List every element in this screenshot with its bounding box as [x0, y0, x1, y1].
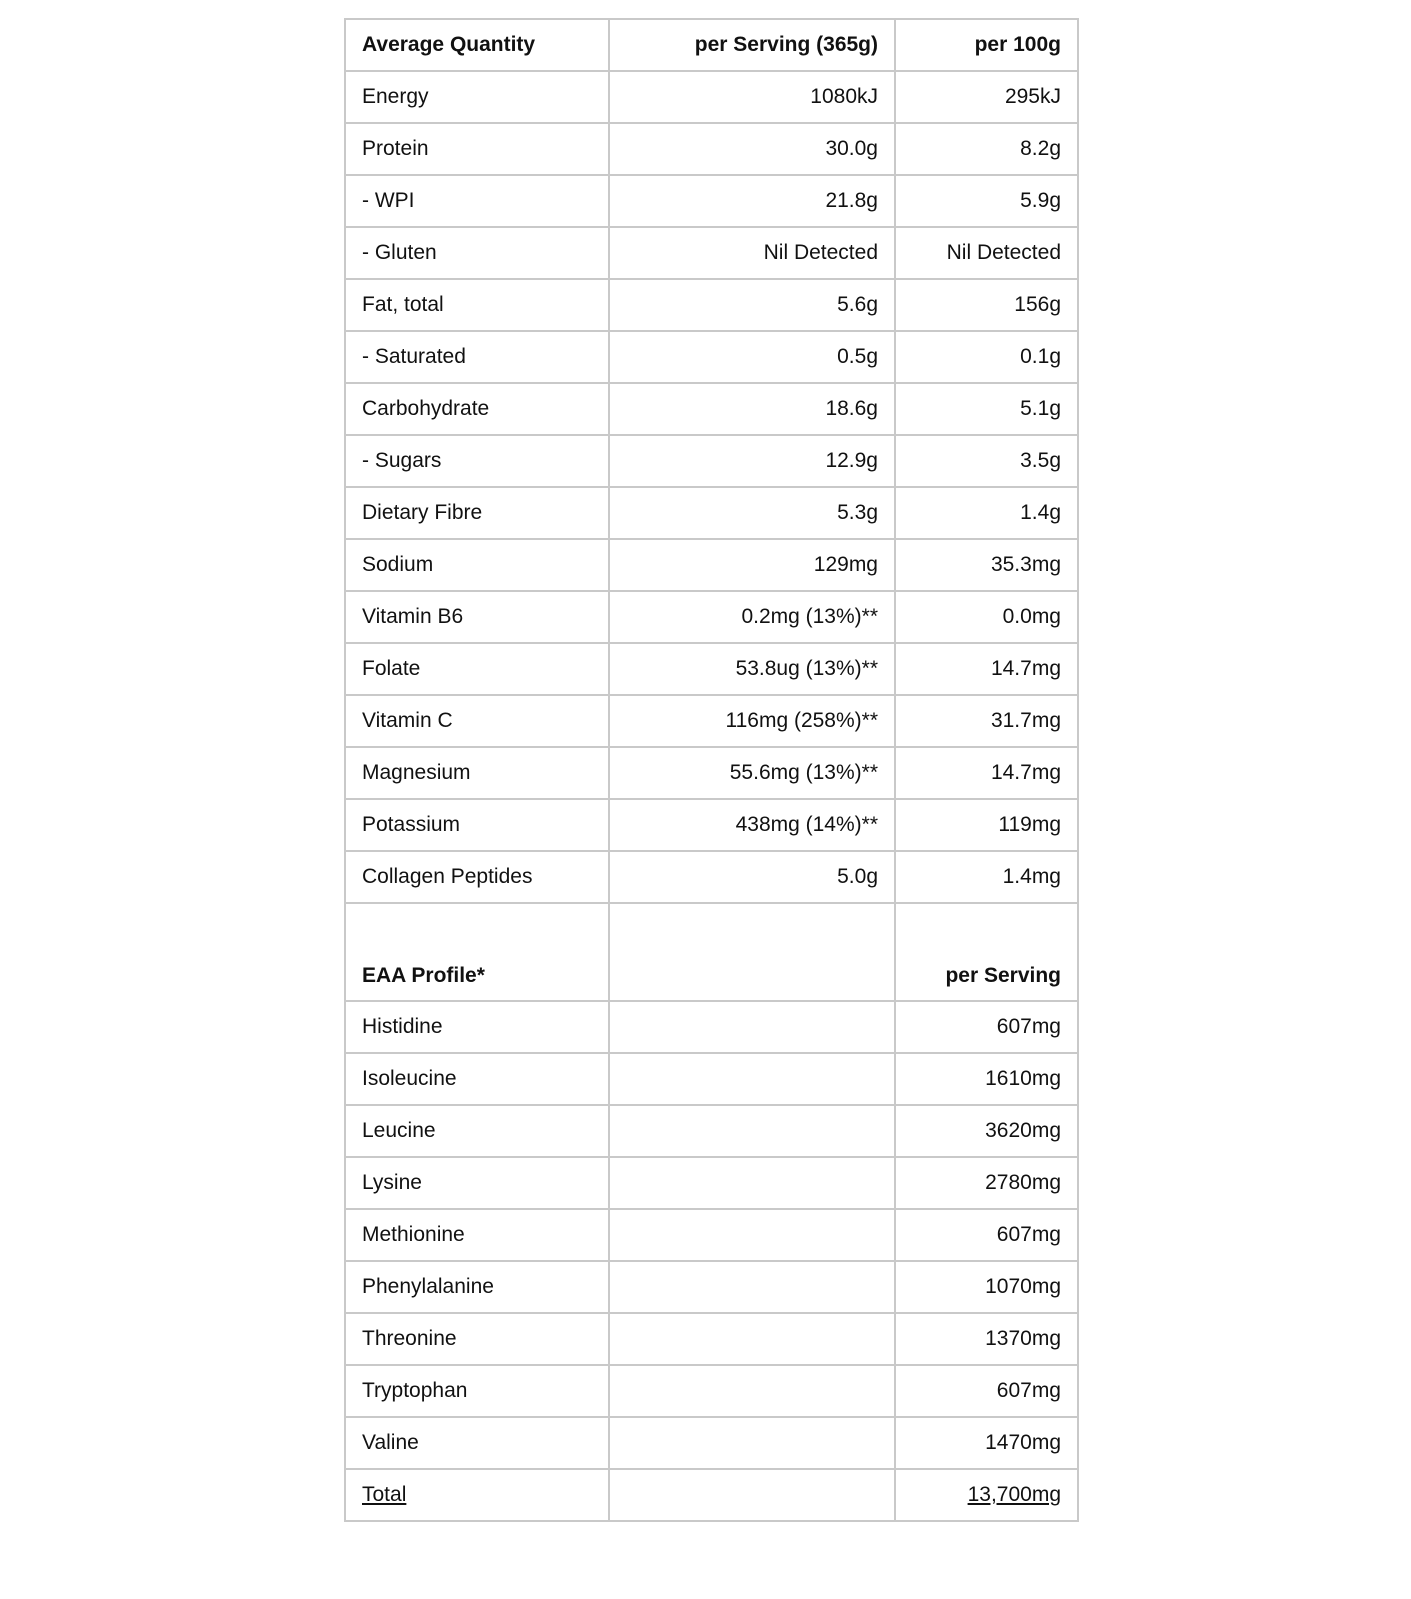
nutrient-row [345, 279, 1078, 331]
nutrient-per-100g: 156g [895, 279, 1078, 331]
eaa-empty-cell [609, 1157, 895, 1209]
eaa-row [345, 1261, 1078, 1313]
nutrient-per-serving: 5.3g [609, 487, 895, 539]
eaa-row [345, 1053, 1078, 1105]
nutrient-per-100g: 295kJ [895, 71, 1078, 123]
nutrient-row [345, 487, 1078, 539]
nutrient-per-serving: 5.6g [609, 279, 895, 331]
amino-acid-name: Histidine [345, 1001, 609, 1053]
amino-acid-per-serving: 607mg [895, 1209, 1078, 1261]
header-per-serving: per Serving (365g) [609, 19, 895, 71]
amino-acid-name: Lysine [345, 1157, 609, 1209]
nutrient-per-serving: 0.2mg (13%)** [609, 591, 895, 643]
nutrient-row [345, 643, 1078, 695]
nutrient-per-100g: 5.1g [895, 383, 1078, 435]
nutrition-table [344, 18, 1079, 1522]
eaa-empty-cell [609, 1365, 895, 1417]
eaa-row [345, 1209, 1078, 1261]
nutrient-name: Protein [345, 123, 609, 175]
amino-acid-name: Leucine [345, 1105, 609, 1157]
eaa-empty-cell [609, 1261, 895, 1313]
amino-acid-name: Valine [345, 1417, 609, 1469]
amino-acid-per-serving: 607mg [895, 1001, 1078, 1053]
nutrient-per-serving: 12.9g [609, 435, 895, 487]
eaa-row [345, 1001, 1078, 1053]
amino-acid-name: Threonine [345, 1313, 609, 1365]
nutrient-name: - Sugars [345, 435, 609, 487]
nutrient-per-serving: Nil Detected [609, 227, 895, 279]
nutrient-name: Folate [345, 643, 609, 695]
nutrient-per-100g: 1.4g [895, 487, 1078, 539]
amino-acid-per-serving: 3620mg [895, 1105, 1078, 1157]
total-value-cell [895, 1469, 1078, 1521]
nutrient-row [345, 799, 1078, 851]
amino-acid-name: Phenylalanine [345, 1261, 609, 1313]
nutrient-row [345, 591, 1078, 643]
nutrient-per-serving: 129mg [609, 539, 895, 591]
nutrient-per-100g: 8.2g [895, 123, 1078, 175]
nutrient-row [345, 331, 1078, 383]
nutrient-per-serving: 0.5g [609, 331, 895, 383]
nutrient-name: Magnesium [345, 747, 609, 799]
amino-acid-name: Tryptophan [345, 1365, 609, 1417]
nutrient-row [345, 383, 1078, 435]
nutrient-name: Fat, total [345, 279, 609, 331]
amino-acid-per-serving: 607mg [895, 1365, 1078, 1417]
nutrient-per-100g: 119mg [895, 799, 1078, 851]
amino-acid-name: Methionine [345, 1209, 609, 1261]
header-average-quantity: Average Quantity [345, 19, 609, 71]
nutrient-per-100g: 3.5g [895, 435, 1078, 487]
nutrient-row [345, 123, 1078, 175]
nutrient-name: - Saturated [345, 331, 609, 383]
nutrient-name: Collagen Peptides [345, 851, 609, 903]
eaa-row [345, 1365, 1078, 1417]
eaa-empty-cell [609, 1417, 895, 1469]
nutrient-per-100g: 31.7mg [895, 695, 1078, 747]
nutrient-per-100g: 0.1g [895, 331, 1078, 383]
nutrient-per-serving: 30.0g [609, 123, 895, 175]
nutrient-name: Sodium [345, 539, 609, 591]
eaa-row [345, 1157, 1078, 1209]
nutrient-row [345, 435, 1078, 487]
eaa-empty-cell [609, 1105, 895, 1157]
nutrient-per-serving: 5.0g [609, 851, 895, 903]
eaa-empty-cell [609, 903, 895, 1001]
total-value: 13,700mg [967, 1483, 1061, 1506]
nutrient-per-100g: 5.9g [895, 175, 1078, 227]
eaa-section-header-row [345, 903, 1078, 1001]
nutrient-per-serving: 55.6mg (13%)** [609, 747, 895, 799]
eaa-profile-heading: EAA Profile* [345, 903, 609, 1001]
eaa-per-serving-heading: per Serving [895, 903, 1078, 1001]
nutrient-per-serving: 18.6g [609, 383, 895, 435]
nutrient-name: - WPI [345, 175, 609, 227]
nutrient-row [345, 747, 1078, 799]
nutrient-name: Energy [345, 71, 609, 123]
nutrient-row [345, 227, 1078, 279]
amino-acid-name: Isoleucine [345, 1053, 609, 1105]
nutrient-per-100g: 35.3mg [895, 539, 1078, 591]
nutrient-name: - Gluten [345, 227, 609, 279]
eaa-row [345, 1313, 1078, 1365]
eaa-empty-cell [609, 1209, 895, 1261]
table-header-row [345, 19, 1078, 71]
nutrient-per-serving: 1080kJ [609, 71, 895, 123]
nutrient-per-100g: 1.4mg [895, 851, 1078, 903]
nutrient-name: Dietary Fibre [345, 487, 609, 539]
nutrient-row [345, 851, 1078, 903]
amino-acid-per-serving: 2780mg [895, 1157, 1078, 1209]
nutrient-row [345, 175, 1078, 227]
nutrient-row [345, 695, 1078, 747]
nutrient-per-100g: Nil Detected [895, 227, 1078, 279]
eaa-empty-cell [609, 1001, 895, 1053]
nutrient-per-100g: 14.7mg [895, 643, 1078, 695]
nutrition-table-body [345, 19, 1078, 1521]
nutrient-row [345, 71, 1078, 123]
amino-acid-per-serving: 1610mg [895, 1053, 1078, 1105]
nutrient-per-serving: 438mg (14%)** [609, 799, 895, 851]
nutrient-row [345, 539, 1078, 591]
eaa-empty-cell [609, 1313, 895, 1365]
header-per-100g: per 100g [895, 19, 1078, 71]
nutrient-per-serving: 116mg (258%)** [609, 695, 895, 747]
nutrient-per-100g: 14.7mg [895, 747, 1078, 799]
nutrient-per-serving: 21.8g [609, 175, 895, 227]
nutrient-per-serving: 53.8ug (13%)** [609, 643, 895, 695]
amino-acid-per-serving: 1070mg [895, 1261, 1078, 1313]
eaa-empty-cell [609, 1053, 895, 1105]
nutrient-name: Vitamin C [345, 695, 609, 747]
total-label: Total [362, 1483, 407, 1506]
eaa-row [345, 1417, 1078, 1469]
nutrient-name: Vitamin B6 [345, 591, 609, 643]
nutrient-name: Potassium [345, 799, 609, 851]
eaa-row [345, 1105, 1078, 1157]
total-empty-cell [609, 1469, 895, 1521]
total-label-cell [345, 1469, 609, 1521]
nutrient-per-100g: 0.0mg [895, 591, 1078, 643]
nutrient-name: Carbohydrate [345, 383, 609, 435]
amino-acid-per-serving: 1370mg [895, 1313, 1078, 1365]
total-row [345, 1469, 1078, 1521]
amino-acid-per-serving: 1470mg [895, 1417, 1078, 1469]
